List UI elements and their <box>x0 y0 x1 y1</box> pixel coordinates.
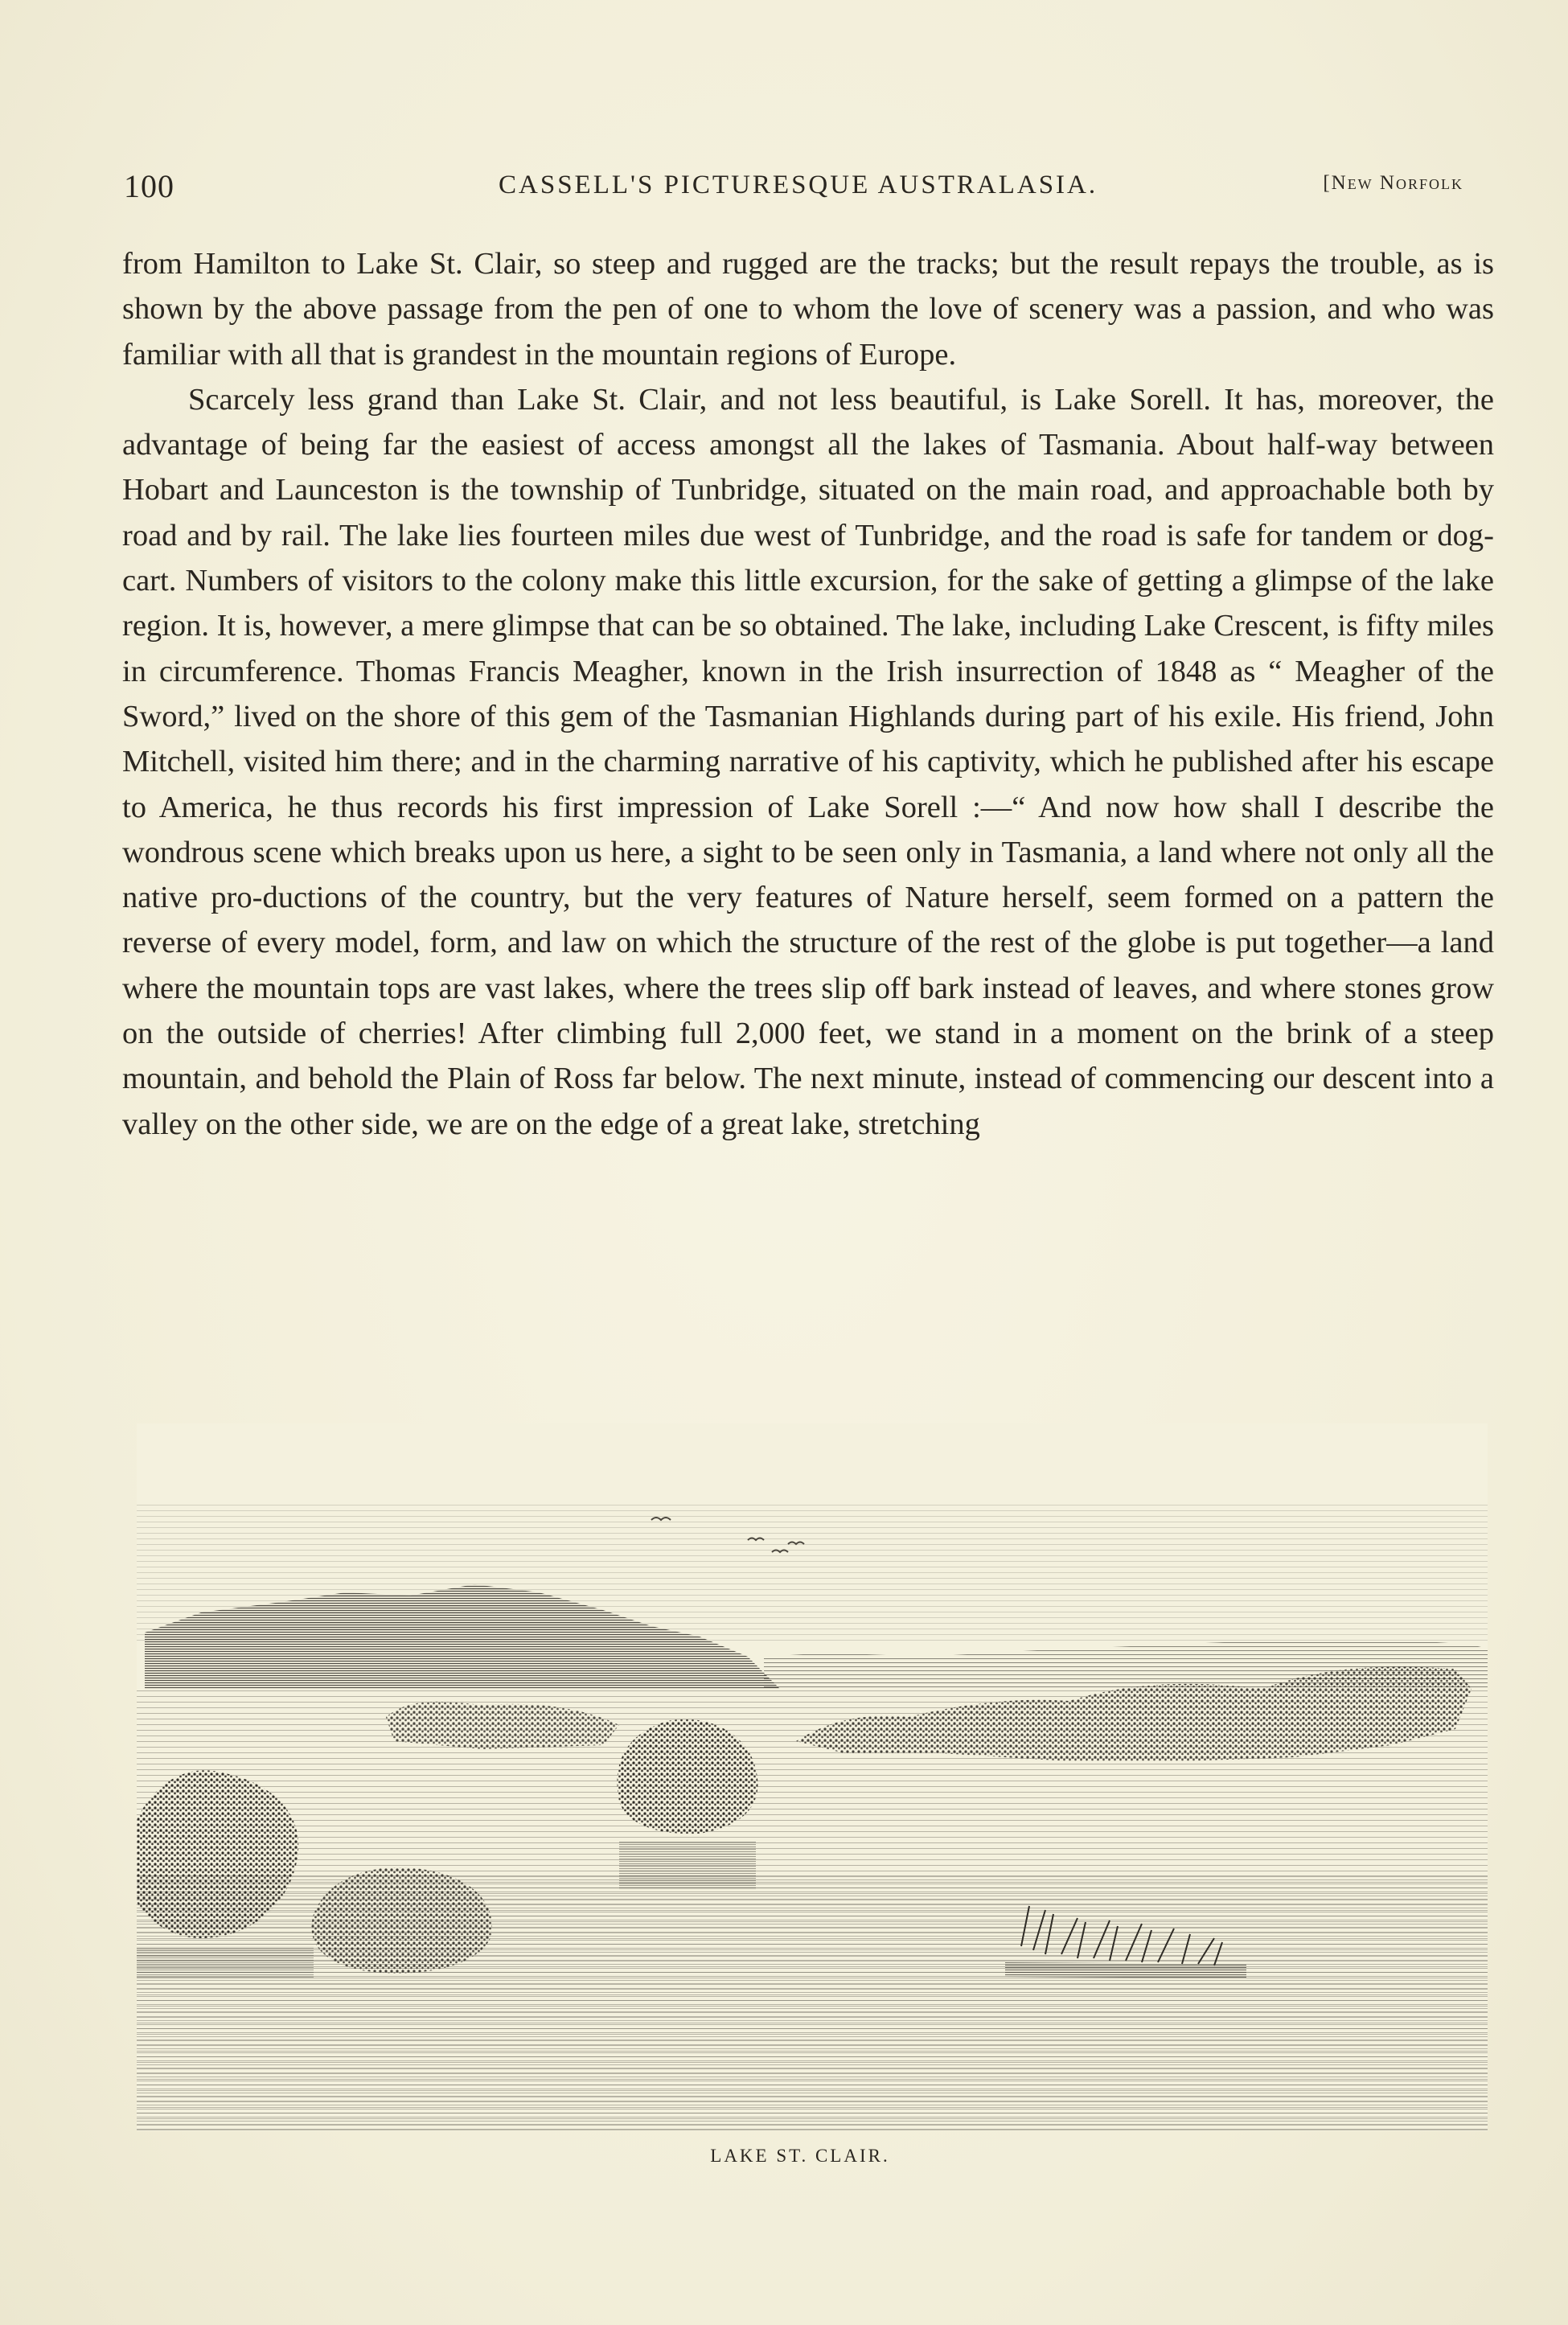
illustration-caption: LAKE ST. CLAIR. <box>710 2146 890 2166</box>
left-bushes <box>312 1867 492 1974</box>
page-number: 100 <box>124 168 174 204</box>
body-text <box>122 241 1494 1147</box>
section-title: [New Norfolk <box>1323 172 1463 194</box>
paragraph-lake-sorell: Scarcely less grand than Lake St. Clair, and not less beautiful, is Lake Sorell. It has, moreover, the advantage of being far the easiest of access amongst all the lakes of Tasmania. About half-way between Hobart and Launceston is the township of Tunbridge, situated on the main road, and approachable both by road and by rail. The lake lies fourteen miles due west of Tunbridge, and the road is safe for tandem or dog-cart. Numbers of visitors to the colony make this little excursion, for the sake of getting a glimpse of the lake region. It is, however, a mere glimpse that can be so obtained. The lake, including Lake Crescent, is fifty miles in circumference. Thomas Francis Meagher, known in the Irish insurrection of 1848 as “ Meagher of the Sword,” lived on the shore of this gem of the Tasmanian Highlands during part of his exile. His friend, John Mitchell, visited him there; and in the charming narrative of his captivity, which he published after his escape to America, he thus records his first impression of Lake Sorell :—“ And now how shall I describe the wondrous scene which breaks upon us here, a sight to be seen only in Tasmania, a land where not only all the native pro-ductions of the country, but the very features of Nature herself, seem formed on a pattern the reverse of every model, form, and law on which the structure of the rest of the globe is put together—a land where the mountain tops are vast lakes, where the trees slip off bark instead of leaves, and where stones grow on the outside of cherries! After climbing full 2,000 feet, we stand in a moment on the brink of a steep mountain, and behold the Plain of Ross far below. The next minute, instead of commencing our descent into a valley on the other side, we are on the edge of a great lake, stretching <box>122 382 1494 1141</box>
engraving-image <box>137 1423 1488 2131</box>
running-header <box>121 167 1463 207</box>
running-title: CASSELL'S PICTURESQUE AUSTRALASIA. <box>499 170 1098 199</box>
lake-st-clair-engraving <box>137 1423 1488 2131</box>
paragraph-continuation: from Hamilton to Lake St. Clair, so steep and rugged are the tracks; but the result repays the trouble, as is shown by the above passage from the pen of one to whom the love of scenery was a passion, and who was familiar with all that is grandest in the mountain regions of Europe. <box>122 247 1494 372</box>
